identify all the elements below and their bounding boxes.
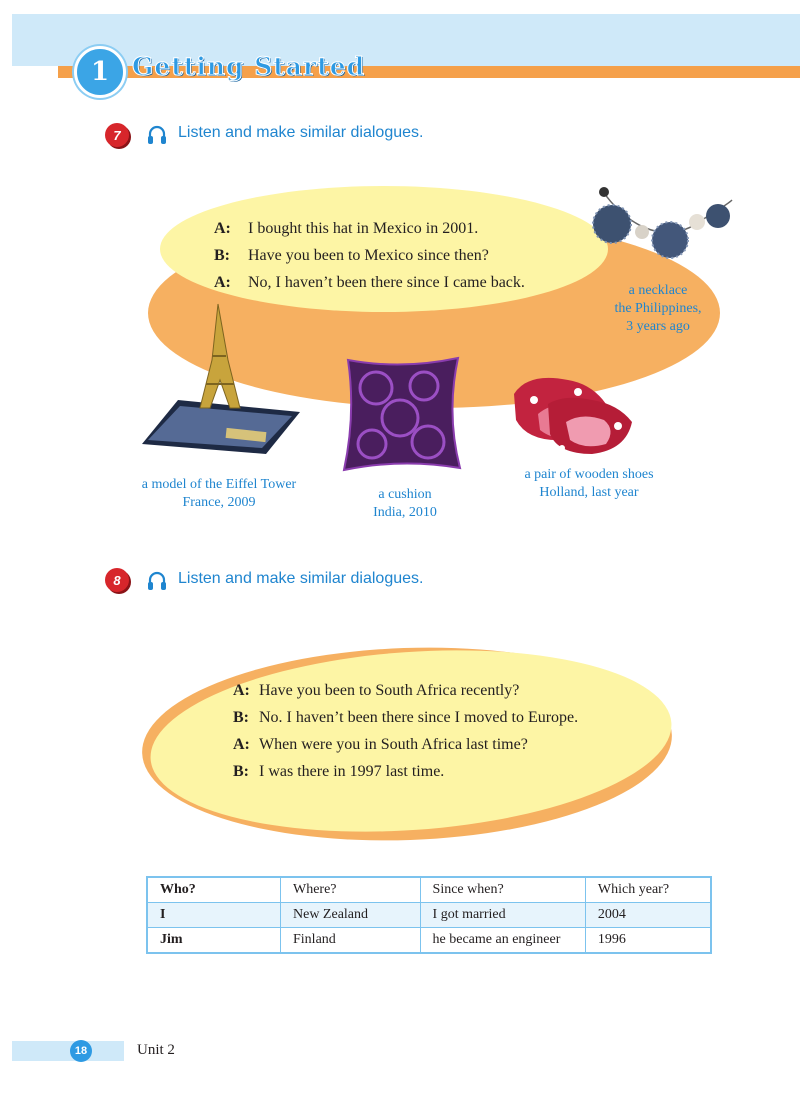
section-number: 1	[74, 46, 126, 98]
header-band	[12, 14, 800, 66]
line-text: When were you in South Africa last time?	[259, 736, 528, 753]
table-cell: Jim	[147, 928, 281, 954]
line-text: Have you been to Mexico since then?	[248, 247, 489, 264]
table-cell: I got married	[420, 903, 585, 928]
cushion-picture	[340, 354, 464, 474]
table-cell: I	[147, 903, 281, 928]
line-text: No. I haven’t been there since I moved to Europe.	[259, 709, 579, 726]
table-row	[147, 928, 711, 954]
caption-line: a necklace	[628, 283, 688, 298]
table-cell: New Zealand	[281, 903, 421, 928]
exercise-8-instruction: Listen and make similar dialogues.	[178, 570, 424, 587]
table-cell: 2004	[585, 903, 711, 928]
line-text: I was there in 1997 last time.	[259, 763, 445, 780]
caption-line: India, 2010	[373, 505, 437, 520]
caption-wooden-shoes	[500, 466, 678, 502]
speaker: B:	[233, 763, 249, 780]
dialogue-line	[214, 215, 525, 242]
header-where: Where?	[281, 877, 421, 903]
speaker: B:	[214, 247, 230, 264]
footer-band	[12, 1041, 124, 1061]
header-who: Who?	[147, 877, 281, 903]
exercise-7-badge: 7	[105, 123, 129, 147]
caption-cushion	[340, 486, 470, 522]
table-row	[147, 903, 711, 928]
caption-line: a cushion	[378, 487, 432, 502]
unit-label: Unit 2	[137, 1042, 175, 1058]
caption-eiffel-tower	[124, 476, 314, 512]
table-header-row	[147, 877, 711, 903]
dialogue-8	[233, 677, 578, 785]
header-since-when: Since when?	[420, 877, 585, 903]
speaker: A:	[214, 220, 231, 237]
dialogue-line	[233, 677, 578, 704]
line-text: No, I haven’t been there since I came back.	[248, 274, 525, 291]
caption-line: a model of the Eiffel Tower	[141, 477, 297, 492]
caption-line: the Philippines,	[614, 301, 702, 316]
dialogue-line	[233, 731, 578, 758]
section-title: Getting Started	[132, 52, 366, 81]
exercise-7-instruction: Listen and make similar dialogues.	[178, 124, 424, 141]
table-cell: Finland	[281, 928, 421, 954]
caption-line: a pair of wooden shoes	[524, 467, 654, 482]
speaker: A:	[233, 736, 250, 753]
caption-line: Holland, last year	[539, 485, 639, 500]
table-cell: 1996	[585, 928, 711, 954]
speaker: B:	[233, 709, 249, 726]
caption-line: France, 2009	[182, 495, 256, 510]
line-text: I bought this hat in Mexico in 2001.	[248, 220, 479, 237]
wooden-shoes-picture	[508, 364, 638, 460]
dialogue-line	[233, 758, 578, 785]
dialogue-line	[214, 242, 525, 269]
exercise-8-badge: 8	[105, 568, 129, 592]
headphones-icon[interactable]	[146, 124, 168, 146]
dialogue-7	[214, 215, 525, 296]
page-number: 18	[70, 1040, 92, 1062]
speaker: A:	[233, 682, 250, 699]
table-cell: he became an engineer	[420, 928, 585, 954]
dialogue-line	[233, 704, 578, 731]
caption-necklace	[598, 282, 718, 336]
eiffel-tower-model-picture	[138, 300, 308, 460]
necklace-picture	[582, 180, 742, 280]
header-which-year: Which year?	[585, 877, 711, 903]
line-text: Have you been to South Africa recently?	[259, 682, 520, 699]
info-table	[146, 876, 712, 954]
caption-line: 3 years ago	[626, 319, 690, 334]
dialogue-line	[214, 269, 525, 296]
headphones-icon[interactable]	[146, 570, 168, 592]
speaker: A:	[214, 274, 231, 291]
